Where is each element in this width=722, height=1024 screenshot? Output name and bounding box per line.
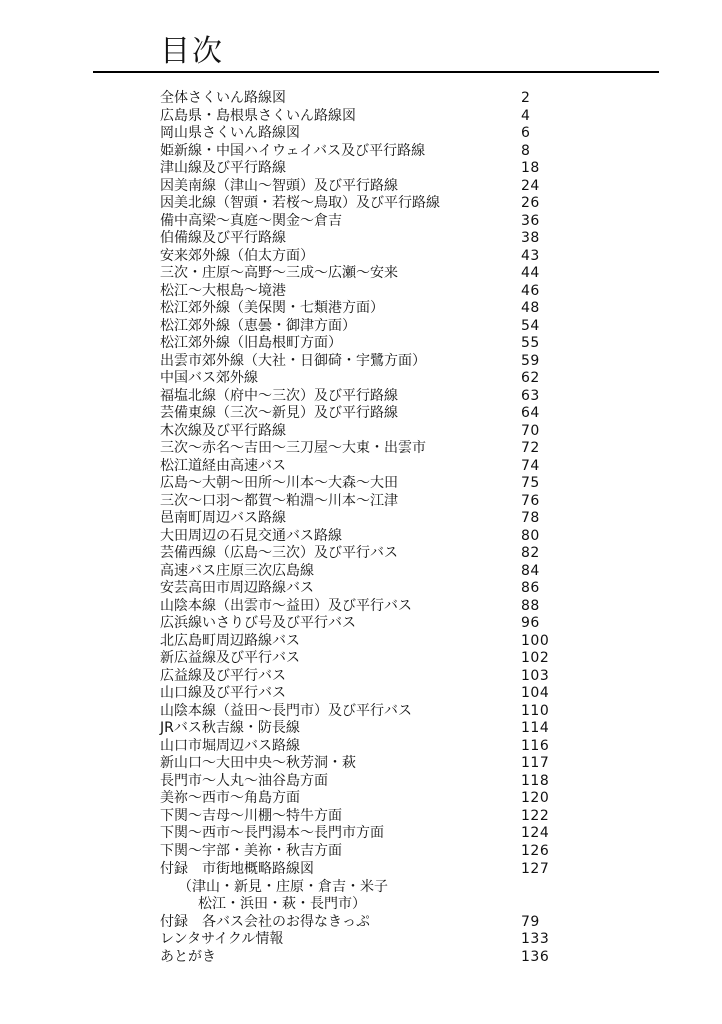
toc-entry xyxy=(160,475,580,493)
entry-page-number: 76 xyxy=(521,492,540,509)
toc-entry xyxy=(160,843,580,861)
entry-label: 松江〜大根島〜境港 xyxy=(160,282,286,299)
entry-page-number: 36 xyxy=(521,212,540,229)
entry-label: 広浜線いさりび号及び平行バス xyxy=(160,615,356,631)
entry-label: 松江道経由高速バス xyxy=(160,457,286,474)
entry-label: 美祢〜西市〜角島方面 xyxy=(160,790,300,806)
toc-entry xyxy=(160,598,580,616)
table-of-contents xyxy=(160,90,580,860)
entry-label: 山口市堀周辺バス路線 xyxy=(160,737,300,754)
toc-entry xyxy=(160,580,580,598)
entry-page-number: 103 xyxy=(521,667,550,684)
entry-label: 安来郊外線（伯太方面） xyxy=(160,247,314,264)
entry-label: JRバス秋吉線・防長線 xyxy=(160,720,300,736)
entry-label: 新広益線及び平行バス xyxy=(160,650,300,666)
entry-page-number: 116 xyxy=(521,737,550,754)
toc-entry xyxy=(160,318,580,336)
entry-page-number: 133 xyxy=(521,931,550,947)
entry-label: 下関〜西市〜長門湯本〜長門市方面 xyxy=(160,825,384,841)
entry-label: 全体さくいん路線図 xyxy=(160,90,286,106)
entry-label: 長門市〜人丸〜油谷島方面 xyxy=(160,772,328,789)
entry-label: 姫新線・中国ハイウェイバス及び平行路線 xyxy=(160,142,426,159)
toc-entry xyxy=(160,458,580,476)
entry-label: レンタサイクル情報 xyxy=(160,931,284,947)
entry-page-number: 82 xyxy=(521,545,540,561)
entry-page-number: 78 xyxy=(521,510,540,526)
entry-label: 松江郊外線（恵曇・御津方面） xyxy=(160,317,356,334)
entry-page-number: 4 xyxy=(521,107,531,124)
entry-label: 三次〜口羽〜都賀〜粕淵〜川本〜江津 xyxy=(160,492,398,509)
toc-entry xyxy=(160,510,580,528)
entry-page-number: 62 xyxy=(521,370,540,386)
toc-entry xyxy=(160,335,580,353)
entry-label: 高速バス庄原三次広島線 xyxy=(160,562,314,579)
toc-entry xyxy=(160,195,580,213)
entry-page-number: 96 xyxy=(521,615,540,631)
page-title: 目次 xyxy=(160,34,224,69)
toc-entry xyxy=(160,230,580,248)
toc-entry xyxy=(160,440,580,458)
toc-entry xyxy=(160,615,580,633)
entry-label: 岡山県さくいん路線図 xyxy=(160,125,300,141)
toc-entry xyxy=(160,808,580,826)
entry-page-number: 63 xyxy=(521,387,540,404)
toc-entry xyxy=(160,545,580,563)
entry-page-number: 70 xyxy=(521,422,540,439)
entry-page-number: 126 xyxy=(521,842,550,859)
entry-label: （津山・新見・庄原・倉吉・米子 xyxy=(178,878,388,895)
entry-label: 松江郊外線（美保関・七類港方面） xyxy=(160,300,384,316)
entry-page-number: 8 xyxy=(521,142,531,159)
entry-page-number: 122 xyxy=(521,807,550,824)
appendix-section xyxy=(160,861,580,966)
entry-page-number: 127 xyxy=(521,861,550,877)
entry-page-number: 44 xyxy=(521,265,540,281)
entry-label: 山口線及び平行バス xyxy=(160,685,286,701)
entry-page-number: 80 xyxy=(521,527,540,544)
entry-page-number: 100 xyxy=(521,632,550,649)
entry-label: 芸備西線（広島〜三次）及び平行バス xyxy=(160,545,398,561)
entry-label: 大田周辺の石見交通バス路線 xyxy=(160,527,342,544)
entry-page-number: 79 xyxy=(521,913,540,930)
entry-label: 伯備線及び平行路線 xyxy=(160,230,286,246)
toc-entry xyxy=(160,283,580,301)
entry-label: 因美北線（智頭・若桜〜鳥取）及び平行路線 xyxy=(160,195,440,211)
entry-page-number: 136 xyxy=(521,948,550,965)
toc-entry xyxy=(160,861,580,879)
toc-entry xyxy=(160,528,580,546)
entry-page-number: 54 xyxy=(521,317,540,334)
entry-label: 福塩北線（府中〜三次）及び平行路線 xyxy=(160,387,398,404)
entry-label: 木次線及び平行路線 xyxy=(160,422,286,439)
entry-page-number: 72 xyxy=(521,440,540,456)
entry-page-number: 64 xyxy=(521,405,540,421)
toc-entry xyxy=(160,300,580,318)
entry-label: 付録 市街地概略路線図 xyxy=(160,861,314,877)
toc-entry xyxy=(160,931,580,949)
entry-page-number: 104 xyxy=(521,685,550,701)
entry-label: 邑南町周辺バス路線 xyxy=(160,510,286,526)
toc-entry xyxy=(160,738,580,756)
entry-page-number: 6 xyxy=(521,125,531,141)
toc-entry xyxy=(160,720,580,738)
entry-page-number: 120 xyxy=(521,790,550,806)
toc-entry xyxy=(160,265,580,283)
entry-label: 広島〜大朝〜田所〜川本〜大森〜大田 xyxy=(160,475,398,491)
toc-entry xyxy=(160,825,580,843)
toc-entry xyxy=(160,949,580,967)
entry-page-number: 102 xyxy=(521,650,550,666)
toc-entry xyxy=(160,370,580,388)
entry-label: 松江・浜田・萩・長門市） xyxy=(198,896,366,912)
toc-entry xyxy=(160,125,580,143)
entry-label: 芸備東線（三次〜新見）及び平行路線 xyxy=(160,405,398,421)
entry-page-number: 118 xyxy=(521,772,550,789)
entry-page-number: 55 xyxy=(521,335,540,351)
title-underline xyxy=(93,71,659,73)
entry-page-number: 48 xyxy=(521,300,540,316)
entry-page-number: 43 xyxy=(521,247,540,264)
entry-page-number: 2 xyxy=(521,90,531,106)
entry-label: 山陰本線（益田〜長門市）及び平行バス xyxy=(160,702,412,719)
toc-entry xyxy=(160,633,580,651)
entry-label: あとがき xyxy=(160,948,216,965)
entry-page-number: 38 xyxy=(521,230,540,246)
entry-label: 三次〜赤名〜吉田〜三刀屋〜大東・出雲市 xyxy=(160,440,426,456)
entry-page-number: 59 xyxy=(521,352,540,369)
toc-entry xyxy=(160,213,580,231)
toc-entry xyxy=(160,650,580,668)
entry-label: 新山口〜大田中央〜秋芳洞・萩 xyxy=(160,755,356,771)
toc-entry xyxy=(160,143,580,161)
entry-page-number: 84 xyxy=(521,562,540,579)
entry-label: 下関〜吉母〜川棚〜特牛方面 xyxy=(160,807,342,824)
toc-entry xyxy=(160,90,580,108)
toc-entry xyxy=(160,108,580,126)
entry-page-number: 75 xyxy=(521,475,540,491)
entry-label: 広島県・島根県さくいん路線図 xyxy=(160,107,356,124)
toc-entry xyxy=(160,423,580,441)
entry-page-number: 88 xyxy=(521,597,540,614)
entry-label: 中国バス郊外線 xyxy=(160,370,258,386)
entry-page-number: 86 xyxy=(521,580,540,596)
entry-label: 津山線及び平行路線 xyxy=(160,160,286,176)
entry-label: 備中高梁〜真庭〜関金〜倉吉 xyxy=(160,212,342,229)
entry-label: 下関〜宇部・美祢・秋吉方面 xyxy=(160,842,342,859)
toc-entry-continuation xyxy=(160,896,580,914)
toc-entry xyxy=(160,388,580,406)
entry-page-number: 74 xyxy=(521,457,540,474)
toc-entry xyxy=(160,773,580,791)
toc-entry xyxy=(160,563,580,581)
entry-label: 松江郊外線（旧島根町方面） xyxy=(160,335,342,351)
entry-page-number: 24 xyxy=(521,177,540,194)
toc-entry xyxy=(160,353,580,371)
toc-entry xyxy=(160,160,580,178)
entry-label: 安芸高田市周辺路線バス xyxy=(160,580,314,596)
entry-label: 因美南線（津山〜智頭）及び平行路線 xyxy=(160,177,398,194)
entry-page-number: 114 xyxy=(521,720,550,736)
entry-page-number: 117 xyxy=(521,755,550,771)
entry-page-number: 110 xyxy=(521,702,550,719)
toc-entry xyxy=(160,178,580,196)
entry-page-number: 46 xyxy=(521,282,540,299)
toc-entry xyxy=(160,493,580,511)
entry-label: 山陰本線（出雲市〜益田）及び平行バス xyxy=(160,597,412,614)
toc-entry xyxy=(160,914,580,932)
toc-entry xyxy=(160,790,580,808)
toc-entry xyxy=(160,248,580,266)
toc-entry xyxy=(160,685,580,703)
entry-label: 三次・庄原〜高野〜三成〜広瀬〜安来 xyxy=(160,265,398,281)
toc-entry xyxy=(160,755,580,773)
entry-label: 付録 各バス会社のお得なきっぷ xyxy=(160,913,370,930)
entry-label: 広益線及び平行バス xyxy=(160,667,286,684)
toc-entry-continuation xyxy=(160,879,580,897)
toc-entry xyxy=(160,405,580,423)
entry-label: 出雲市郊外線（大社・日御碕・宇鷺方面） xyxy=(160,352,426,369)
entry-page-number: 18 xyxy=(521,160,540,176)
toc-entry xyxy=(160,703,580,721)
entry-page-number: 26 xyxy=(521,195,540,211)
entry-page-number: 124 xyxy=(521,825,550,841)
toc-entry xyxy=(160,668,580,686)
entry-label: 北広島町周辺路線バス xyxy=(160,632,300,649)
